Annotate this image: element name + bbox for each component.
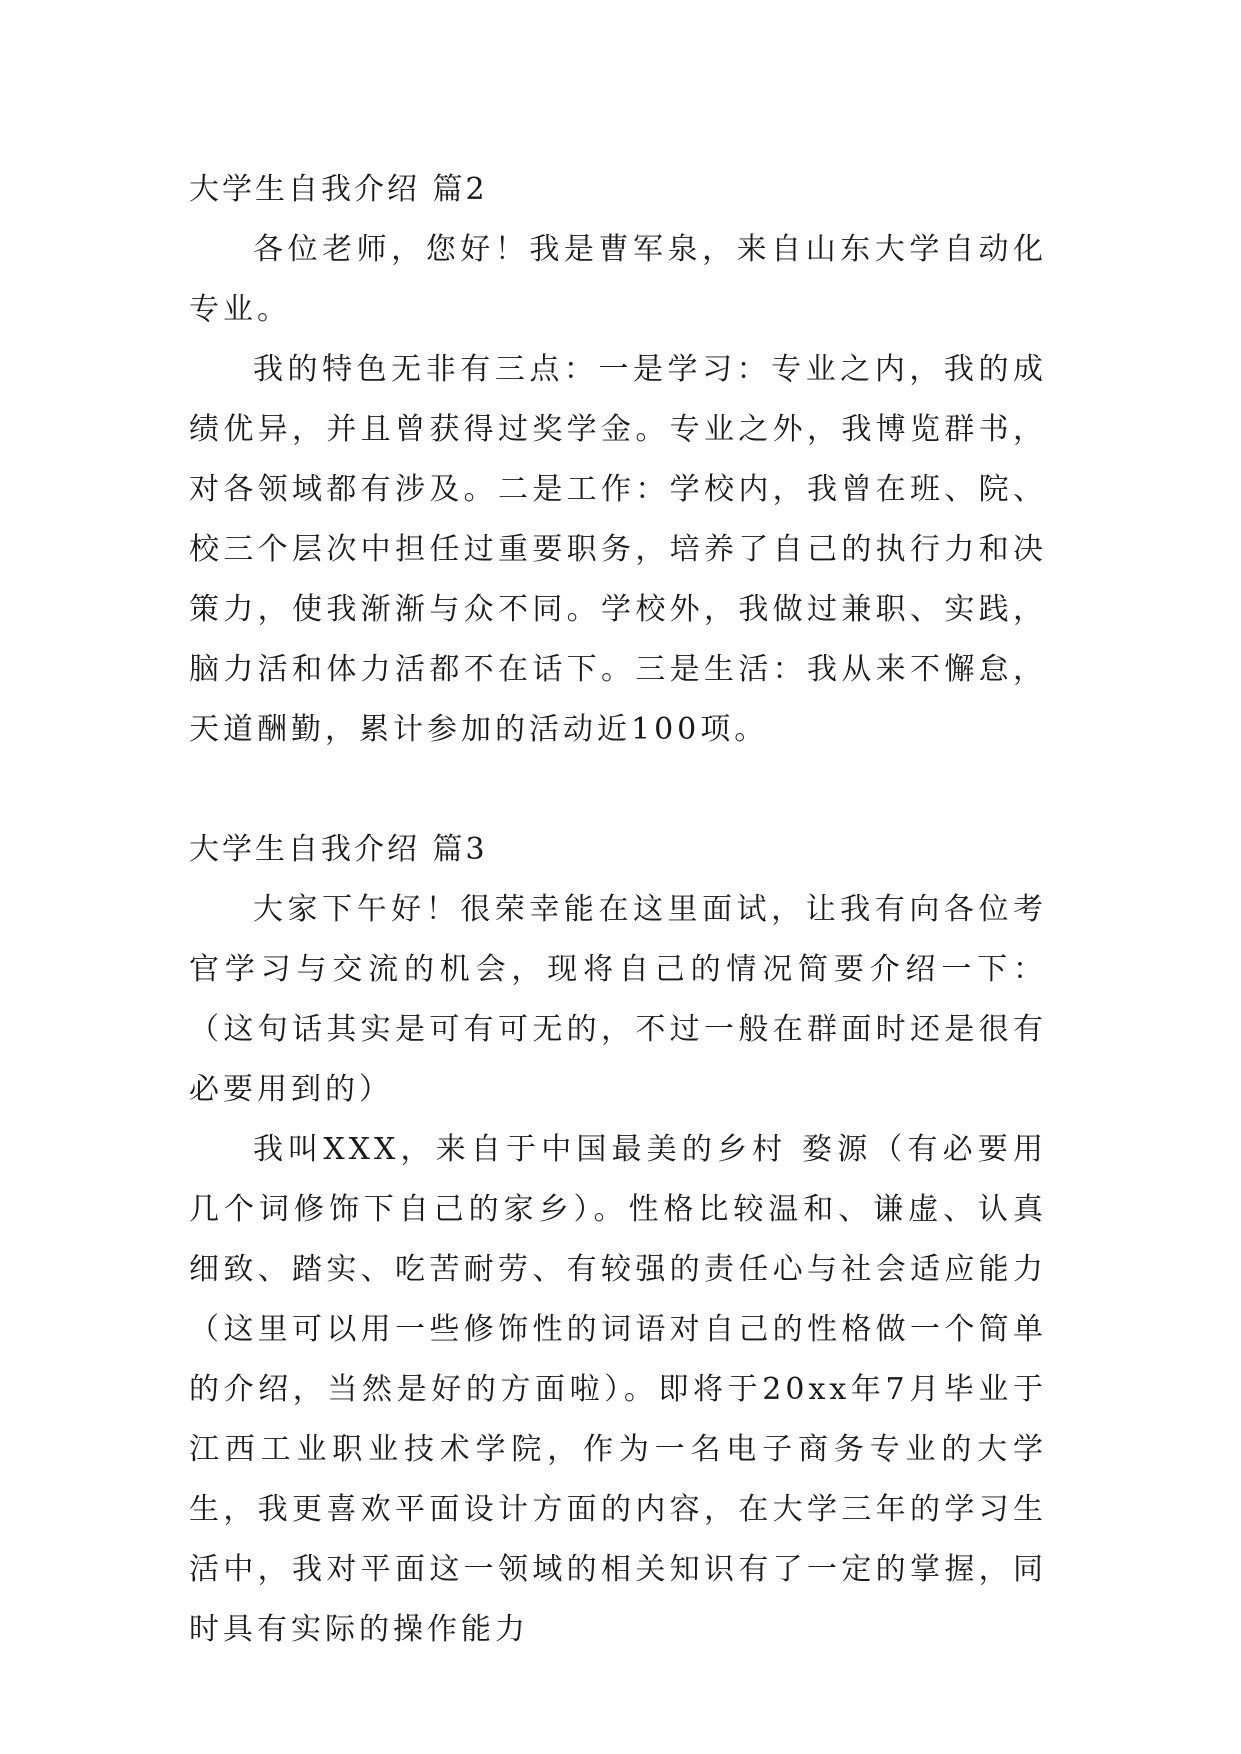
paragraph: 各位老师，您好！我是曹军泉，来自山东大学自动化专业。 [189,232,1047,327]
section-title-3: 大学生自我介绍 篇3 [189,832,488,867]
section-spacer [189,760,1047,820]
document-body [189,160,1047,1660]
paragraph: 大家下午好！很荣幸能在这里面试，让我有向各位考官学习与交流的机会，现将自己的情况简要介绍一下：（这句话其实是可有可无的，不过一般在群面时还是很有必要用到的） [189,892,1047,1107]
paragraph: 我的特色无非有三点：一是学习：专业之内，我的成绩优异，并且曾获得过奖学金。专业之外，我博览群书，对各领域都有涉及。二是工作：学校内，我曾在班、院、校三个层次中担任过重要职务，培养了自己的执行力和决策力，使我渐渐与众不同。学校外，我做过兼职、实践，脑力活和体力活都不在话下。三是生活：我从来不懈怠，天道酬勤，累计参加的活动近100项。 [189,352,1047,747]
section-title-2: 大学生自我介绍 篇2 [189,172,488,207]
paragraph: 我叫XXX，来自于中国最美的乡村 婺源（有必要用几个词修饰下自己的家乡）。性格比较温和、谦虚、认真细致、踏实、吃苦耐劳、有较强的责任心与社会适应能力（这里可以用一些修饰性的词语对自己的性格做一个简单的介绍，当然是好的方面啦）。即将于20xx年7月毕业于江西工业职业技术学院，作为一名电子商务专业的大学生，我更喜欢平面设计方面的内容，在大学三年的学习生活中，我对平面这一领域的相关知识有了一定的掌握，同时具有实际的操作能力 [189,1132,1047,1647]
